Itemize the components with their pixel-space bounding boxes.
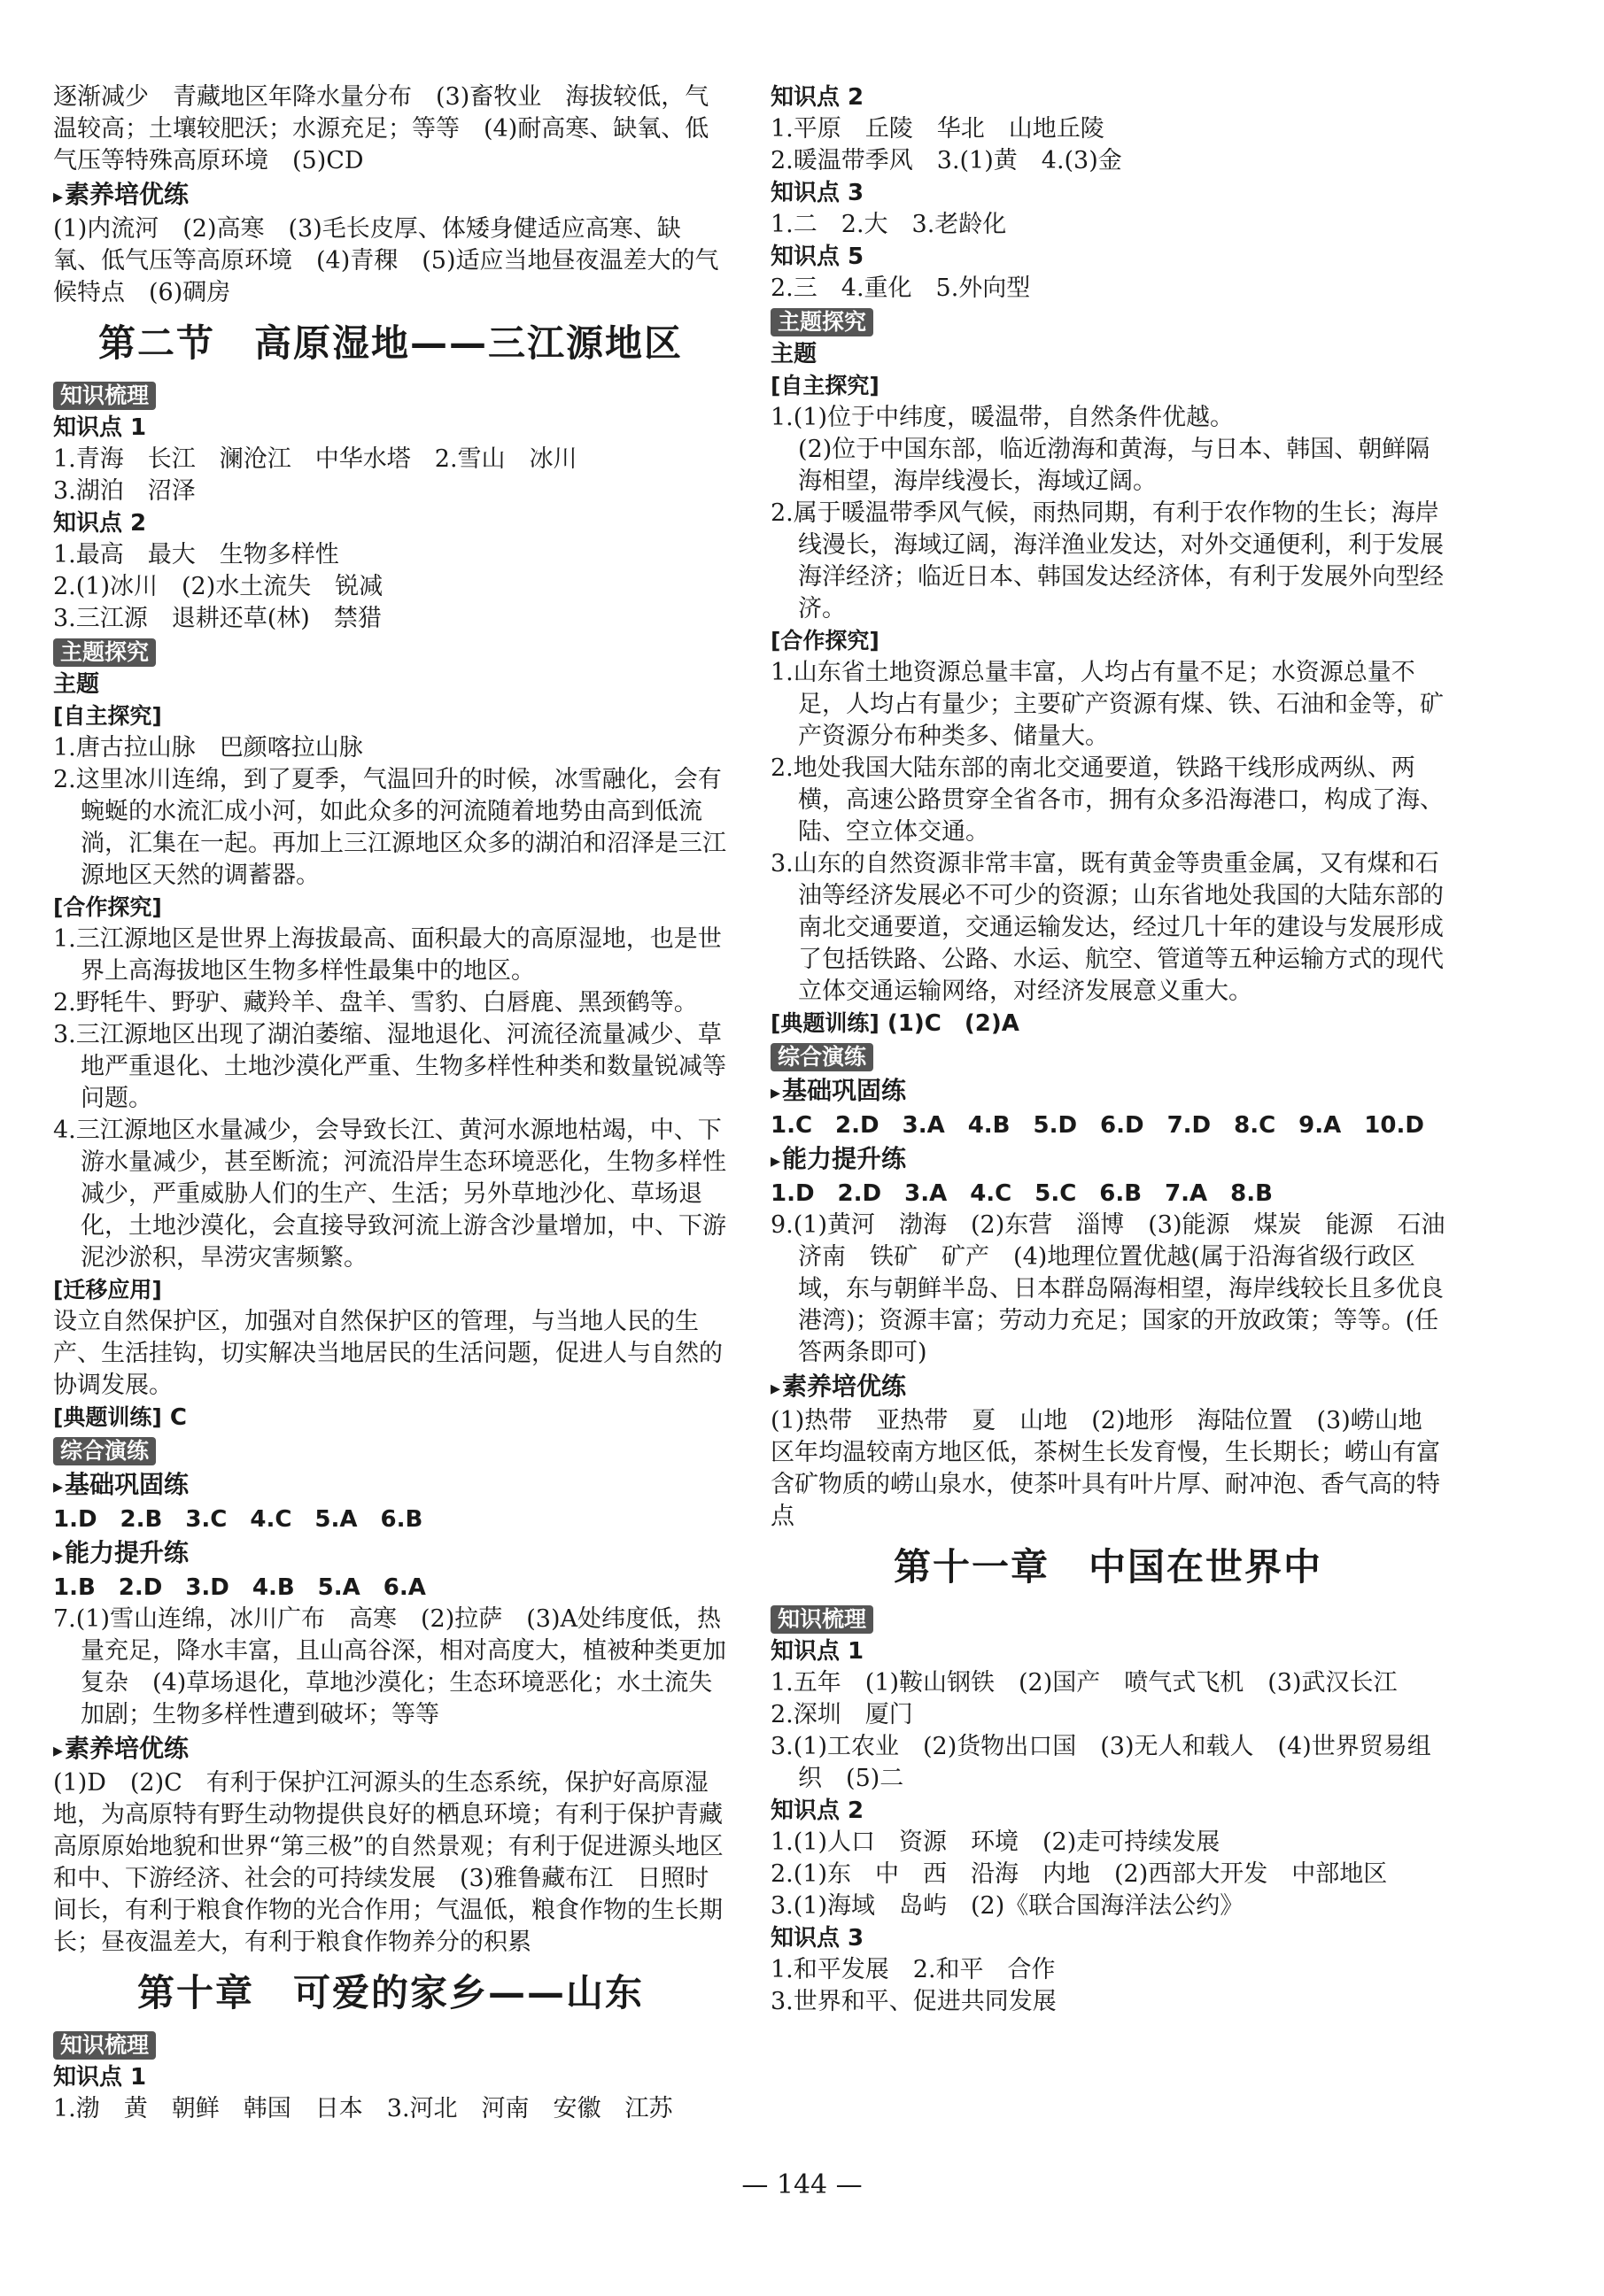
exercise-heading-text: 能力提升练 — [782, 1144, 907, 1173]
exercise-heading-text: 素养培优练 — [782, 1372, 907, 1401]
section-tag: 知识梳理 — [53, 382, 156, 410]
exercise-heading-text: 素养培优练 — [65, 1734, 190, 1763]
exercise-heading-text: 基础巩固练 — [65, 1470, 190, 1499]
exercise-heading-text: 能力提升练 — [65, 1538, 190, 1567]
answer-row: 1.C 2.D 3.A 4.B 5.D 6.D 7.D 8.C 9.A 10.D — [771, 1112, 1424, 1139]
answer-item: 2.属于暖温带季风气候，雨热同期，有利于农作物的生长；海岸线漫长，海域辽阔，海洋渔业发达，对外交通便利，利于发展海洋经济；临近日本、韩国发达经济体，有利于发展外向型经济。 — [771, 499, 1445, 622]
answer-row: 1.D 2.B 3.C 4.C 5.A 6.B — [53, 1506, 423, 1533]
paragraph: (1)D (2)C 有利于保护江河源头的生态系统，保护好高原湿地，为高原特有野生动物提供良好的栖息环境；有利于保护青藏高原原始地貌和世界“第三极”的自然景观；有利于促进源头地区和中、下游经济、社会的可持续发展 (3)雅鲁藏布江 日照时间长，有利于粮食作物的光合作用；气温低，粮食作物的生长期长；昼夜温差大，有利于粮食作物养分的积累 — [53, 1769, 724, 1956]
bracket-heading: [自主探究] — [53, 703, 162, 729]
exercise-heading — [53, 1537, 728, 1572]
bracket-heading: [迁移应用] — [53, 1277, 162, 1303]
paragraph: 1.青海 长江 澜沧江 中华水塔 2.雪山 冰川 — [53, 445, 577, 473]
bracket-heading: [自主探究] — [771, 373, 879, 398]
triangle-icon: ▸ — [771, 1378, 781, 1400]
paragraph: 3.三江源 退耕还草(林) 禁猎 — [53, 605, 382, 632]
answer-text: C — [161, 1404, 187, 1431]
exercise-heading — [53, 1469, 728, 1504]
triangle-icon: ▸ — [53, 1740, 64, 1762]
triangle-icon: ▸ — [771, 1150, 781, 1172]
answer-item: 3.三江源地区出现了湖泊萎缩、湿地退化、河流径流量减少、草地严重退化、土地沙漠化严重、生物多样性种类和数量锐减等问题。 — [53, 1021, 727, 1112]
subheading: 主题 — [53, 671, 100, 698]
paragraph: 1.二 2.大 3.老龄化 — [771, 211, 1007, 238]
chapter-title: 第十章 可爱的家乡——山东 — [136, 1971, 644, 2014]
section-tag-row — [771, 1602, 1445, 1635]
section-tag-row — [771, 1040, 1445, 1073]
subheading: 知识点 5 — [771, 244, 864, 270]
paragraph: 2.暖温带季风 3.(1)黄 4.(3)金 — [771, 147, 1122, 174]
section-tag: 主题探究 — [53, 638, 156, 667]
answer-item: 3.山东的自然资源非常丰富，既有黄金等贵重金属，又有煤和石油等经济发展必不可少的资源；山东省地处我国的大陆东部的南北交通要道，交通运输发达，经过几十年的建设与发展形成了包括铁路、公路、水运、航空、管道等五种运输方式的现代立体交通运输网络，对经济发展意义重大。 — [771, 850, 1445, 1005]
paragraph: 2.三 4.重化 5.外向型 — [771, 274, 1031, 302]
subheading: 知识点 2 — [771, 84, 864, 111]
exercise-heading — [53, 1733, 728, 1767]
answer-item: 2.深圳 厦门 — [771, 1701, 913, 1728]
answer-item: 1.(1)人口 资源 环境 (2)走可持续发展 — [771, 1828, 1220, 1856]
section-tag: 综合演练 — [771, 1043, 873, 1071]
exercise-heading-text: 基础巩固练 — [782, 1076, 907, 1105]
answer-item: 1.山东省土地资源总量丰富，人均占有量不足；水资源总量不足，人均占有量少；主要矿产资源有煤、铁、石油和金等，矿产资源分布种类多、储量大。 — [771, 659, 1445, 750]
subheading: 知识点 3 — [771, 1925, 864, 1952]
triangle-icon: ▸ — [53, 1544, 64, 1566]
subheading: 知识点 1 — [53, 2064, 147, 2091]
answer-row: 1.D 2.D 3.A 4.C 5.C 6.B 7.A 8.B — [771, 1180, 1273, 1207]
exercise-heading — [771, 1371, 1445, 1405]
bracket-heading: [合作探究] — [771, 628, 879, 653]
answer-text: (1)C (2)A — [879, 1010, 1019, 1037]
answer-item: 1.唐古拉山脉 巴颜喀拉山脉 — [53, 734, 363, 761]
left-column — [53, 81, 728, 2125]
section-tag-row — [771, 305, 1445, 338]
triangle-icon: ▸ — [53, 1476, 64, 1498]
answer-row: 1.B 2.D 3.D 4.B 5.A 6.A — [53, 1574, 426, 1601]
typical-training-answer — [53, 1402, 728, 1434]
answer-item: 2.(1)东 中 西 沿海 内地 (2)西部大开发 中部地区 — [771, 1860, 1388, 1888]
answer-item: 4.三江源地区水量减少，会导致长江、黄河水源地枯竭，中、下游水量减少，甚至断流；河流沿岸生态环境恶化，生物多样性减少，严重威胁人们的生产、生活；另外草地沙化、草场退化，土地沙漠化，会直接导致河流上游含沙量增加，中、下游泥沙淤积，旱涝灾害频繁。 — [53, 1117, 727, 1272]
paragraph: (1)热带 亚热带 夏 山地 (2)地形 海陆位置 (3)崂山地区年均温较南方地区低，茶树生长发育慢，生长期长；崂山有富含矿物质的崂山泉水，使茶叶具有叶片厚、耐冲泡、香气高的特点 — [771, 1407, 1440, 1530]
bracket-heading: [合作探究] — [53, 894, 162, 920]
triangle-icon: ▸ — [53, 186, 64, 208]
paragraph: 设立自然保护区，加强对自然保护区的管理，与当地人民的生产、生活挂钩，切实解决当地居民的生活问题，促进人与自然的协调发展。 — [53, 1308, 723, 1399]
answer-item: 1.三江源地区是世界上海拔最高、面积最大的高原湿地，也是世界上高海拔地区生物多样性最集中的地区。 — [53, 925, 722, 985]
subheading: 知识点 2 — [771, 1797, 864, 1824]
typical-training-answer — [771, 1008, 1445, 1040]
section-tag: 知识梳理 — [53, 2031, 156, 2060]
right-column — [771, 81, 1469, 2018]
subheading: 知识点 2 — [53, 510, 147, 537]
paragraph: 1.最高 最大 生物多样性 — [53, 541, 339, 568]
section-tag-row — [53, 378, 728, 412]
answer-item: 9.(1)黄河 渤海 (2)东营 淄博 (3)能源 煤炭 能源 石油 济南 铁矿 矿产 (4)地理位置优越(属于沿海省级行政区域，东与朝鲜半岛、日本群岛隔海相望，海岸线较长且多优良港湾)；资源丰富；劳动力充足；国家的开放政策；等等。(任答两条即可) — [771, 1211, 1469, 1366]
paragraph: 1.渤 黄 朝鲜 韩国 日本 3.河北 河南 安徽 江苏 — [53, 2095, 673, 2122]
section-tag: 主题探究 — [771, 308, 873, 336]
chapter-title: 第十一章 中国在世界中 — [893, 1545, 1322, 1589]
answer-item: 1.(1)位于中纬度，暖温带，自然条件优越。 — [771, 404, 1235, 431]
answer-item: 2.这里冰川连绵，到了夏季，气温回升的时候，冰雪融化，会有蜿蜒的水流汇成小河，如此众多的河流随着地势由高到低流淌，汇集在一起。再加上三江源地区众多的湖泊和沼泽是三江源地区天然的调蓄器。 — [53, 766, 727, 889]
paragraph: 逐渐减少 青藏地区年降水量分布 (3)畜牧业 海拔较低，气温较高；土壤较肥沃；水源充足；等等 (4)耐高寒、缺氧、低气压等特殊高原环境 (5)CD — [53, 83, 709, 174]
answer-item: 3.(1)工农业 (2)货物出口国 (3)无人和载人 (4)世界贸易组织 (5)二 — [771, 1733, 1431, 1792]
section-tag: 综合演练 — [53, 1437, 156, 1465]
exercise-heading — [53, 179, 728, 213]
paragraph: 3.湖泊 沼泽 — [53, 477, 196, 505]
page-number: — 144 — — [741, 2169, 863, 2200]
section-tag-row — [53, 635, 728, 669]
subheading: 知识点 1 — [771, 1638, 864, 1665]
answer-item: 1.五年 (1)鞍山钢铁 (2)国产 喷气式飞机 (3)武汉长江 — [771, 1669, 1398, 1697]
paragraph: 2.(1)冰川 (2)水土流失 锐减 — [53, 573, 384, 600]
section-tag: 知识梳理 — [771, 1605, 873, 1634]
answer-item: (2)位于中国东部，临近渤海和黄海，与日本、韩国、朝鲜隔海相望，海岸线漫长，海域辽阔。 — [798, 436, 1430, 495]
paragraph: 1.和平发展 2.和平 合作 — [771, 1956, 1056, 1983]
subheading: 知识点 3 — [771, 180, 864, 206]
paragraph: 1.平原 丘陵 华北 山地丘陵 — [771, 115, 1104, 143]
bracket-heading: [典题训练] — [771, 1010, 879, 1036]
answer-item: 2.野牦牛、野驴、藏羚羊、盘羊、雪豹、白唇鹿、黑颈鹤等。 — [53, 989, 698, 1017]
answer-item: 2.地处我国大陆东部的南北交通要道，铁路干线形成两纵、两横，高速公路贯穿全省各市，拥有众多沿海港口，构成了海、陆、空立体交通。 — [771, 754, 1445, 846]
answer-item: 3.(1)海域 岛屿 (2)《联合国海洋法公约》 — [771, 1892, 1244, 1920]
section-tag-row — [53, 1434, 728, 1467]
exercise-heading — [771, 1075, 1445, 1109]
answer-item: 7.(1)雪山连绵，冰川广布 高寒 (2)拉萨 (3)A处纬度低，热量充足，降水丰富，且山高谷深，相对高度大，植被种类更加复杂 (4)草场退化，草地沙漠化；生态环境恶化；水土流失加剧；生物多样性遭到破坏；等等 — [53, 1605, 727, 1728]
subheading: 知识点 1 — [53, 414, 147, 441]
section-tag-row — [53, 2028, 728, 2061]
subheading: 主题 — [771, 341, 817, 367]
paragraph: 3.世界和平、促进共同发展 — [771, 1988, 1057, 2015]
paragraph: (1)内流河 (2)高寒 (3)毛长皮厚、体矮身健适应高寒、缺氧、低气压等高原环境 (4)青稞 (5)适应当地昼夜温差大的气候特点 (6)碉房 — [53, 215, 719, 306]
bracket-heading: [典题训练] — [53, 1404, 162, 1430]
exercise-heading-text: 素养培优练 — [65, 180, 190, 209]
triangle-icon: ▸ — [771, 1082, 781, 1104]
chapter-title: 第二节 高原湿地——三江源地区 — [97, 321, 683, 365]
exercise-heading — [771, 1143, 1445, 1178]
